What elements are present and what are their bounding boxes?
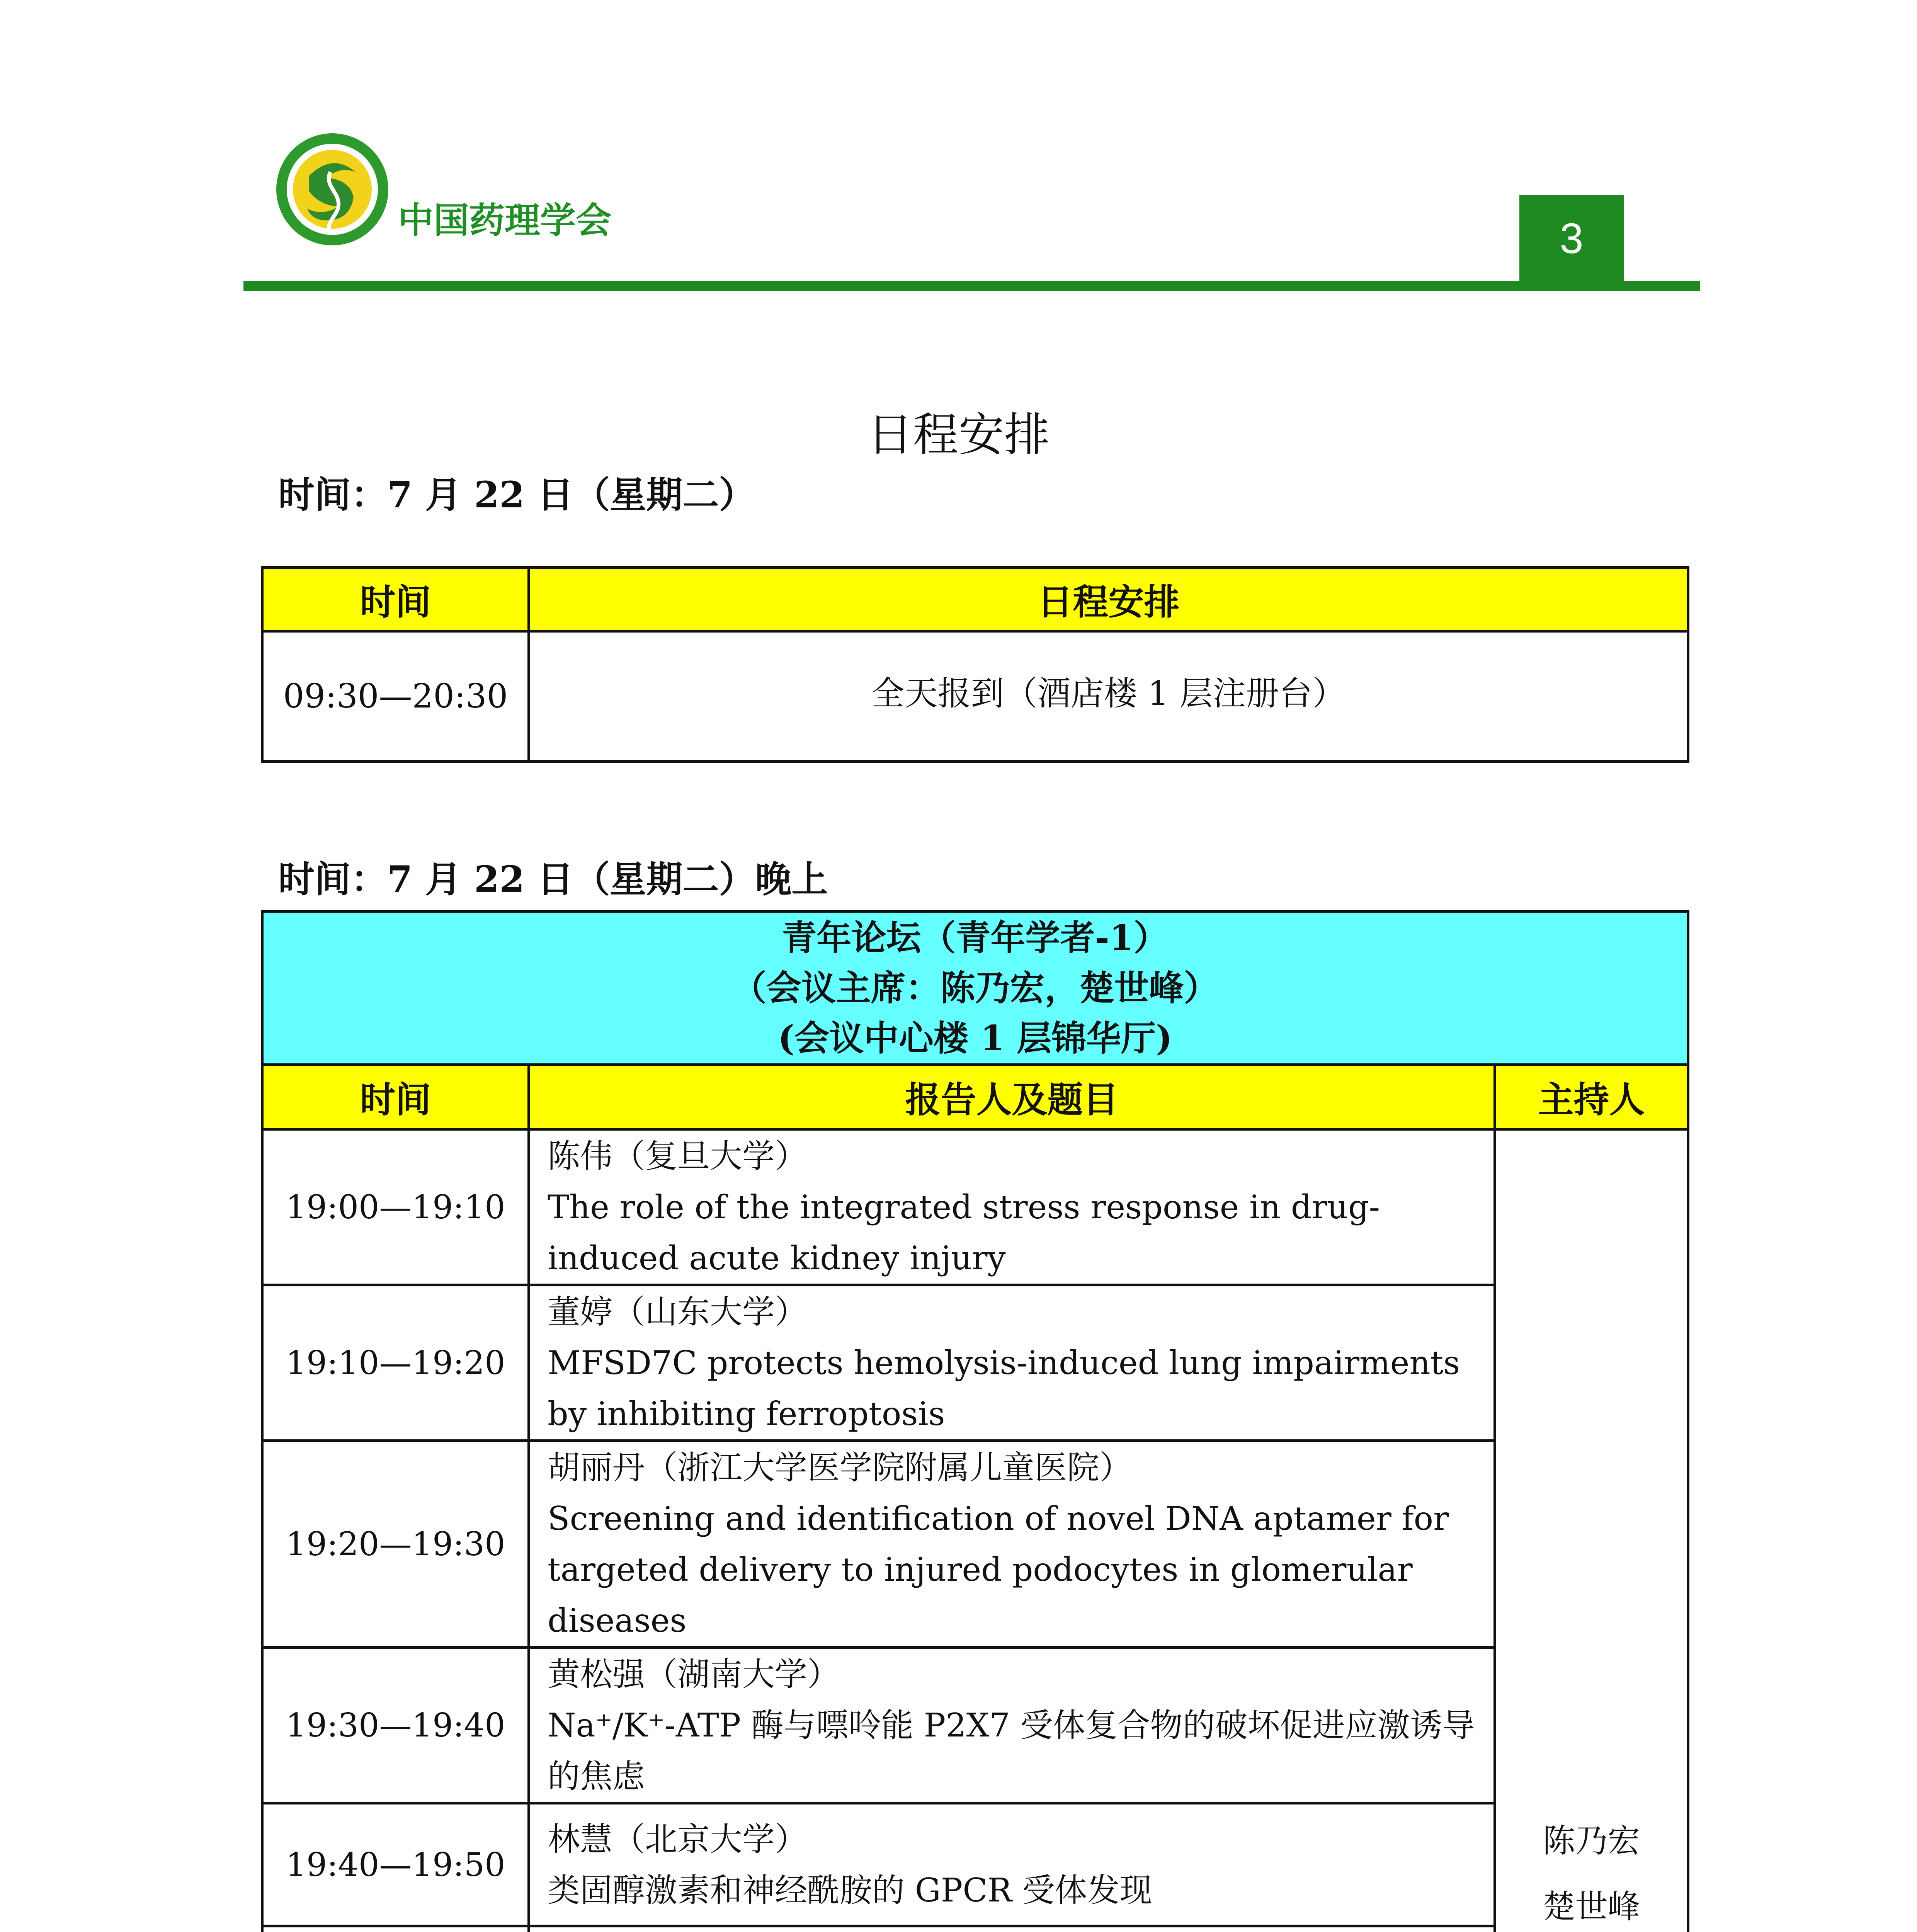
table-row [262, 1285, 1688, 1441]
talk-cell [529, 1285, 1495, 1441]
host-cell [1495, 1129, 1688, 1932]
talk-title: MFSD7C protects hemolysis-induced lung impairments by inhibiting ferroptosis [548, 1344, 1460, 1433]
forum-title: 青年论坛（青年学者-1） [782, 917, 1169, 958]
page-title: 日程安排 [867, 408, 1050, 461]
talk-cell [529, 1926, 1495, 1932]
table-header-row [262, 568, 1688, 631]
host-name: 楚世峰 [1543, 1888, 1640, 1925]
time-cell: 19:00—19:10 [262, 1129, 529, 1285]
table-row [262, 1926, 1688, 1932]
talk-title: Na⁺/K⁺-ATP 酶与嘌呤能 P2X7 受体复合物的破坏促进应激诱导的焦虑 [548, 1706, 1475, 1795]
speaker-name: 黄松强（湖南大学） [548, 1655, 840, 1693]
host-name: 陈乃宏 [1543, 1822, 1640, 1860]
speaker-name: 林慧（北京大学） [548, 1820, 808, 1858]
forum-venue: (会议中心楼 1 层锦华厅) [778, 1018, 1172, 1059]
time-cell: 09:30—20:30 [262, 631, 529, 762]
forum-chairs: （会议主席：陈乃宏，楚世峰） [731, 968, 1219, 1009]
table-row [262, 631, 1688, 762]
time-cell: 19:30—19:40 [262, 1648, 529, 1803]
speaker-name: 陈伟（复旦大学） [548, 1137, 808, 1175]
table-row [262, 1129, 1688, 1285]
speaker-name: 董婷（山东大学） [548, 1293, 808, 1331]
table-row [262, 1441, 1688, 1648]
talk-cell [529, 1441, 1495, 1648]
column-header-time: 时间 [262, 1065, 529, 1129]
table-row [262, 1648, 1688, 1803]
column-header-schedule: 日程安排 [529, 568, 1688, 631]
time-cell: 19:40—19:50 [262, 1803, 529, 1926]
speaker-name [548, 1927, 1482, 1932]
column-header-host: 主持人 [1495, 1065, 1688, 1129]
time-cell [262, 1926, 529, 1932]
table-header-row [262, 1065, 1688, 1129]
talk-cell [529, 1129, 1495, 1285]
header-rule [243, 281, 1700, 291]
column-header-speaker-topic: 报告人及题目 [529, 1065, 1495, 1129]
talk-title: The role of the integrated stress response in drug-induced acute kidney injury [548, 1188, 1380, 1277]
forum-banner-row [262, 912, 1688, 1065]
activity-cell: 全天报到（酒店楼 1 层注册台） [529, 631, 1688, 762]
page-number: 3 [1519, 195, 1624, 282]
section-2-date-label: 时间：7 月 22 日（星期二）晚上 [278, 858, 828, 901]
org-name: 中国药理学会 [398, 200, 612, 241]
column-header-time: 时间 [262, 568, 529, 631]
time-cell: 19:10—19:20 [262, 1285, 529, 1441]
talk-title: Screening and identification of novel DNA aptamer for targeted delivery to injured podocytes in glomerular diseases [548, 1500, 1449, 1639]
talk-title: 类固醇激素和神经酰胺的 GPCR 受体发现 [548, 1871, 1152, 1909]
registration-table [261, 566, 1689, 763]
society-logo-icon [272, 129, 392, 249]
table-row [262, 1803, 1688, 1926]
forum-schedule-table [261, 910, 1689, 1932]
speaker-name: 胡丽丹（浙江大学医学院附属儿童医院） [548, 1449, 1132, 1486]
time-cell: 19:20—19:30 [262, 1441, 529, 1648]
talk-cell [529, 1803, 1495, 1926]
section-1-date-label: 时间：7 月 22 日（星期二） [278, 474, 755, 516]
talk-cell [529, 1648, 1495, 1803]
forum-banner [262, 912, 1688, 1065]
